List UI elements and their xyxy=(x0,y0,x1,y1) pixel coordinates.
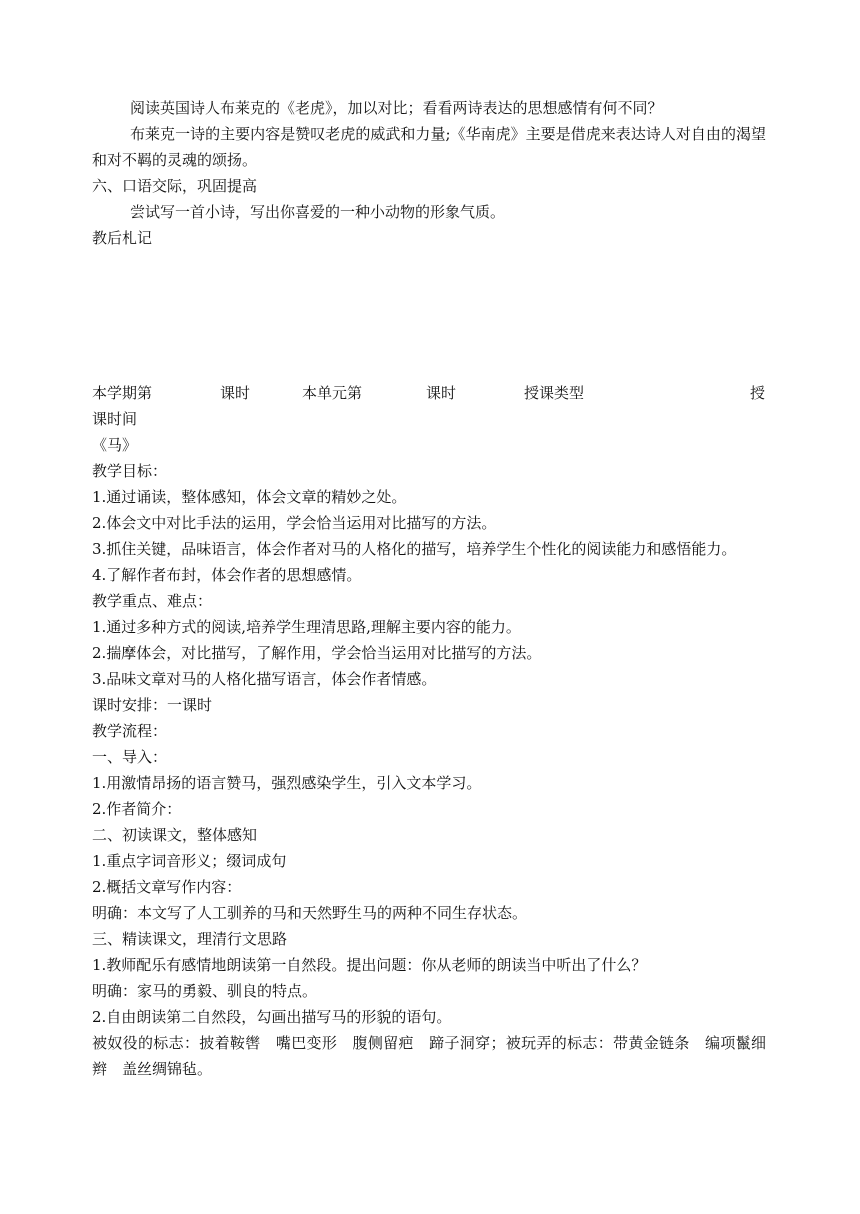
header-teach-label: 授 xyxy=(750,384,766,402)
step-heading: 二、初读课文，整体感知 xyxy=(92,826,258,844)
schedule-line: 课时安排：一课时 xyxy=(92,696,213,714)
paragraph-blake-summary: 布莱克一诗的主要内容是赞叹老虎的威武和力量;《华南虎》主要是借虎来表达诗人对自由的渴望和对不羁的灵魂的颂扬。 xyxy=(92,125,766,169)
goal-item: 4.了解作者布封，体会作者的思想感情。 xyxy=(92,566,362,584)
goals-heading: 教学目标： xyxy=(92,462,168,480)
lesson-body xyxy=(92,432,766,1082)
previous-lesson-ending xyxy=(92,95,766,251)
lesson-title: 《马》 xyxy=(92,436,138,454)
lesson-header xyxy=(92,380,766,432)
header-class-hour-label-1: 课时 xyxy=(220,384,251,402)
step-item: 1.用激情昂扬的语言赞马，强烈感染学生，引入文本学习。 xyxy=(92,774,482,792)
step-item: 明确：本文写了人工驯养的马和天然野生马的两种不同生存状态。 xyxy=(92,904,528,922)
step-heading: 三、精读课文，理清行文思路 xyxy=(92,930,288,948)
heading-post-lesson-notes: 教后札记 xyxy=(92,229,153,247)
key-points-heading: 教学重点、难点： xyxy=(92,592,213,610)
step-item: 2.概括文章写作内容： xyxy=(92,878,242,896)
heading-section-six: 六、口语交际，巩固提高 xyxy=(92,177,258,195)
header-class-hour-label-2: 课时 xyxy=(426,384,457,402)
lesson-header-row xyxy=(92,380,766,406)
header-lesson-type-label: 授课类型 xyxy=(524,384,585,402)
step-item: 2.作者简介： xyxy=(92,800,182,818)
step-heading: 一、导入： xyxy=(92,748,168,766)
step-item: 1.教师配乐有感情地朗读第一自然段。提出问题：你从老师的朗读当中听出了什么？ xyxy=(92,956,647,974)
goal-item: 3.抓住关键，品味语言，体会作者对马的人格化的描写，培养学生个性化的阅读能力和感悟能力。 xyxy=(92,540,737,558)
paragraph-compare-tiger: 阅读英国诗人布莱克的《老虎》，加以对比；看看两诗表达的思想感情有何不同？ xyxy=(130,99,663,117)
process-heading: 教学流程： xyxy=(92,722,168,740)
paragraph-write-poem: 尝试写一首小诗，写出你喜爱的一种小动物的形象气质。 xyxy=(130,203,506,221)
step-item: 被奴役的标志：披着鞍辔 嘴巴变形 腹侧留疤 蹄子洞穿；被玩弄的标志：带黄金链条 编项鬣细辫 盖丝绸锦毡。 xyxy=(92,1034,766,1078)
goal-item: 2.体会文中对比手法的运用，学会恰当运用对比描写的方法。 xyxy=(92,514,497,532)
key-point-item: 3.品味文章对马的人格化描写语言，体会作者情感。 xyxy=(92,670,437,688)
header-semester-label: 本学期第 xyxy=(92,384,153,402)
step-item: 1.重点字词音形义；缀词成句 xyxy=(92,852,287,870)
step-item: 明确：家马的勇毅、驯良的特点。 xyxy=(92,982,318,1000)
key-point-item: 1.通过多种方式的阅读,培养学生理清思路,理解主要内容的能力。 xyxy=(92,618,521,636)
key-point-item: 2.揣摩体会，对比描写，了解作用，学会恰当运用对比描写的方法。 xyxy=(92,644,542,662)
header-unit-label: 本单元第 xyxy=(302,384,363,402)
header-lesson-time-label: 课时间 xyxy=(92,410,138,428)
goal-item: 1.通过诵读，整体感知，体会文章的精妙之处。 xyxy=(92,488,407,506)
step-item: 2.自由朗读第二自然段，勾画出描写马的形貌的语句。 xyxy=(92,1008,452,1026)
